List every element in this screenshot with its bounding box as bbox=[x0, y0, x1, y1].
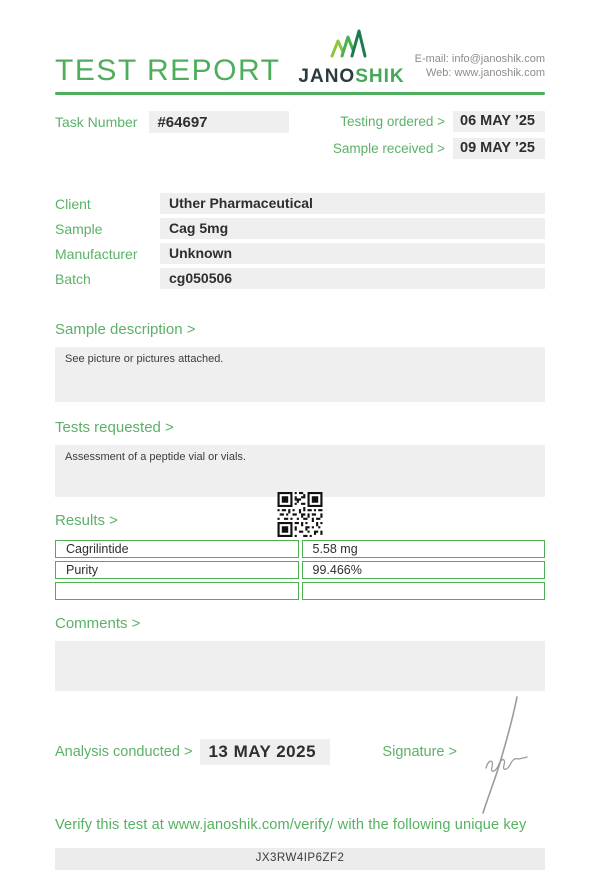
batch-value: cg050506 bbox=[160, 268, 545, 289]
testing-ordered-label: Testing ordered > bbox=[340, 114, 445, 129]
sample-received-row bbox=[333, 138, 545, 159]
testing-ordered-date: 06 MAY ’25 bbox=[453, 111, 545, 132]
testing-ordered-row bbox=[333, 111, 545, 132]
sample-description-text: See picture or pictures attached. bbox=[55, 347, 545, 402]
verify-instruction: Verify this test at www.janoshik.com/verify/ with the following unique key bbox=[55, 817, 527, 833]
result-value-cell bbox=[302, 582, 546, 600]
manufacturer-row bbox=[55, 243, 545, 264]
header-divider bbox=[55, 92, 545, 95]
email-line: E-mail: info@janoshik.com bbox=[414, 53, 545, 65]
qr-code bbox=[278, 492, 323, 542]
client-value: Uther Pharmaceutical bbox=[160, 193, 545, 214]
sample-value: Cag 5mg bbox=[160, 218, 545, 239]
sample-received-label: Sample received > bbox=[332, 141, 445, 156]
logo-wordmark-green: SHIK bbox=[355, 66, 405, 87]
janoshik-logo bbox=[290, 28, 404, 88]
tests-requested-heading: Tests requested > bbox=[55, 419, 174, 436]
signature-label: Signature > bbox=[382, 744, 457, 760]
manufacturer-value: Unknown bbox=[160, 243, 545, 264]
comments-text bbox=[55, 641, 545, 691]
result-analyte-cell: Purity bbox=[55, 561, 299, 579]
analysis-conducted-label: Analysis conducted > bbox=[55, 744, 193, 760]
task-number-row bbox=[55, 111, 289, 159]
client-row bbox=[55, 193, 545, 214]
task-number-label: Task Number bbox=[55, 114, 138, 130]
order-dates bbox=[333, 111, 545, 159]
tests-requested-text: Assessment of a peptide vial or vials. bbox=[55, 445, 545, 497]
comments-section bbox=[55, 615, 545, 691]
result-analyte-cell bbox=[55, 582, 299, 600]
comments-heading: Comments > bbox=[55, 615, 141, 632]
info-section bbox=[55, 193, 545, 289]
tests-requested-section bbox=[55, 419, 545, 497]
sample-label: Sample bbox=[55, 220, 103, 237]
signature-scribble bbox=[472, 694, 534, 821]
sample-row bbox=[55, 218, 545, 239]
result-value-cell: 99.466% bbox=[302, 561, 546, 579]
logo-wordmark-dark: JANO bbox=[298, 66, 356, 87]
sample-description-section bbox=[55, 321, 545, 402]
header bbox=[55, 28, 545, 88]
manufacturer-label: Manufacturer bbox=[55, 245, 138, 262]
task-section bbox=[55, 111, 545, 159]
results-table bbox=[55, 540, 545, 600]
client-label: Client bbox=[55, 195, 91, 212]
batch-label: Batch bbox=[55, 270, 91, 287]
result-analyte-cell: Cagrilintide bbox=[55, 540, 299, 558]
web-line: Web: www.janoshik.com bbox=[425, 67, 545, 79]
contact-block bbox=[415, 52, 545, 80]
logo-wordmark bbox=[298, 66, 404, 88]
results-section bbox=[55, 512, 545, 600]
analysis-date: 13 MAY 2025 bbox=[200, 739, 330, 765]
unique-key: JX3RW4IP6ZF2 bbox=[55, 848, 545, 870]
chart-peaks-icon bbox=[329, 28, 375, 65]
task-number-value: #64697 bbox=[149, 111, 289, 133]
result-value-cell: 5.58 mg bbox=[302, 540, 546, 558]
sample-received-date: 09 MAY ’25 bbox=[453, 138, 545, 159]
page-title: TEST REPORT bbox=[55, 54, 281, 87]
results-heading: Results > bbox=[55, 512, 118, 529]
sample-description-heading: Sample description > bbox=[55, 321, 196, 338]
batch-row bbox=[55, 268, 545, 289]
